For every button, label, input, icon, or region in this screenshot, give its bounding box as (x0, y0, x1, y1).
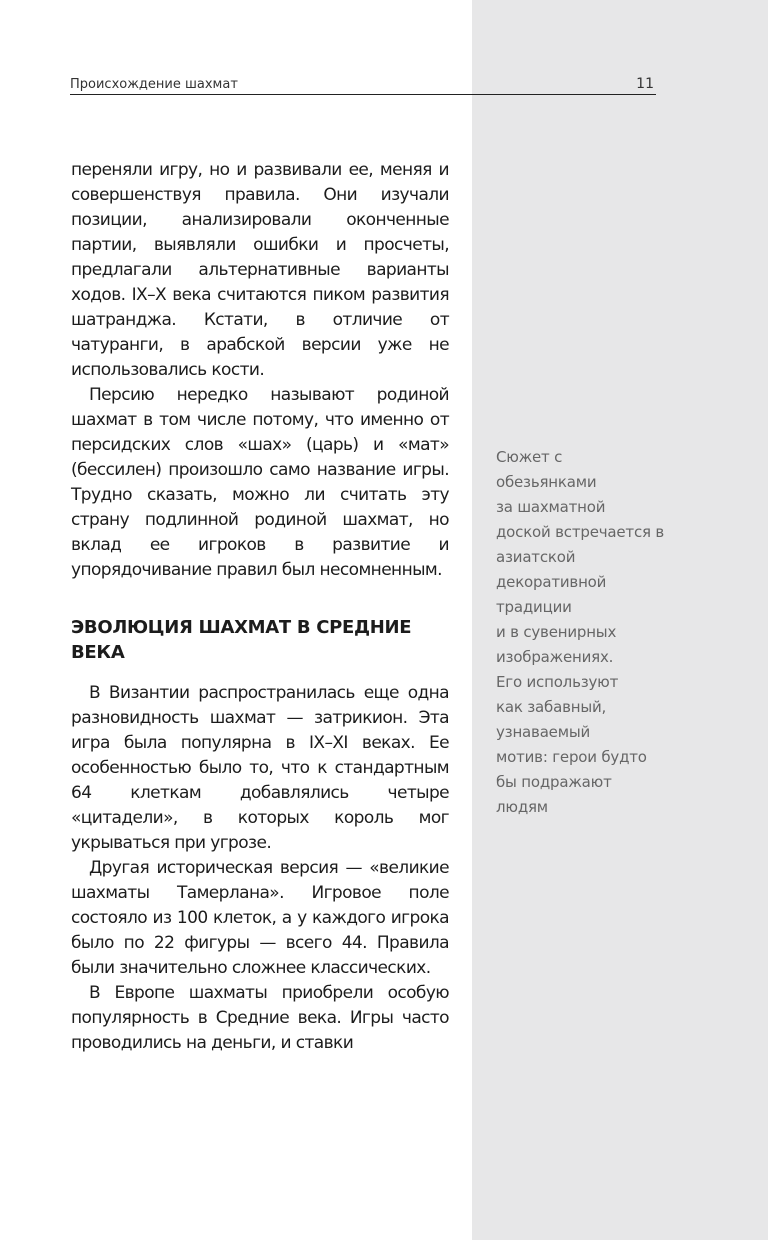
paragraph-persia: Персию нередко называют родиной шахмат в том числе потому, что именно от персидских слов «шах» (царь) и «мат» (бессилен) произошло само название игры. Трудно сказать, можно ли считать эту страну подлинной родиной шахмат, но вклад ее игроков в развитие и упорядочивание правил был несомненным. (71, 385, 449, 580)
main-text-column (71, 158, 449, 1056)
running-header (70, 76, 656, 95)
paragraph-europe: В Европе шахматы приобрели особую популярность в Средние века. Игры часто проводились на деньги, и ставки (71, 983, 449, 1053)
section-heading: ЭВОЛЮЦИЯ ШАХМАТ В СРЕДНИЕ ВЕКА (71, 617, 412, 663)
running-title: Происхождение шахмат (70, 77, 238, 92)
page-number: 11 (636, 76, 654, 92)
paragraph-tamerlane: Другая историческая версия — «великие шахматы Тамерлана». Игровое поле состояло из 100 клеток, а у каждого игрока было по 22 фигуры — всего 44. Правила были значительно сложнее классических. (71, 858, 449, 978)
sidebar-caption: Сюжет с обезьянками за шахматной доской встречается в азиатской декоративной традиции и в сувенирных изображениях. Его используют как забавный, узнаваемый мотив: герои будто бы подражают людям (496, 448, 665, 816)
paragraph-continued: переняли игру, но и развивали ее, меняя и совершенствуя правила. Они изучали позиции, анализировали оконченные партии, выявляли ошибки и просчеты, предлагали альтернативные варианты ходов. IX–X века считаются пиком развития шатранджа. Кстати, в отличие от чатуранги, в арабской версии уже не использовались кости. (71, 160, 449, 380)
paragraph-byzantium: В Византии распространилась еще одна разновидность шахмат — затрикион. Эта игра была популярна в IX–XI веках. Ее особенностью было то, что к стандартным 64 клеткам добавлялись четыре «цитадели», в которых король мог укрываться при угрозе. (71, 683, 449, 853)
